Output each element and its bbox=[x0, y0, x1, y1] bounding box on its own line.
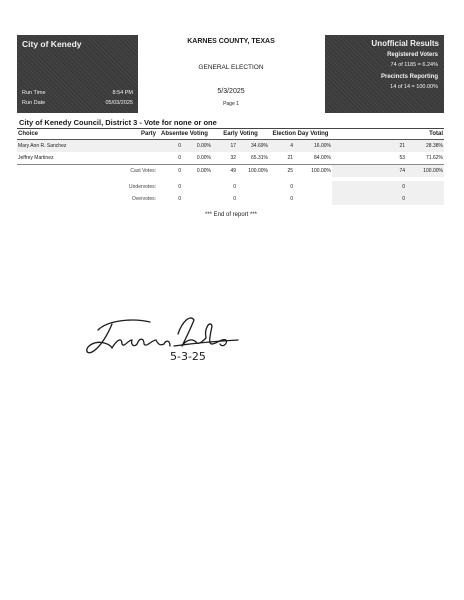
election-day-percent: 100.00% bbox=[311, 168, 331, 174]
run-time-row bbox=[22, 90, 133, 96]
table-header-row bbox=[17, 129, 444, 140]
total-votes: 21 bbox=[399, 143, 405, 149]
results-status-title: Unofficial Results bbox=[371, 39, 439, 48]
county-title: KARNES COUNTY, TEXAS bbox=[187, 38, 275, 45]
column-header-absentee: Absentee Voting bbox=[157, 129, 212, 140]
early-votes: 17 bbox=[230, 143, 236, 149]
absentee-votes: 0 bbox=[178, 196, 181, 202]
signature-date: 5-3-25 bbox=[170, 350, 206, 362]
total-percent: 71.62% bbox=[426, 155, 443, 161]
end-of-report: *** End of report *** bbox=[204, 212, 258, 218]
cast-votes-label: Cast Votes: bbox=[130, 168, 156, 174]
election-day-votes: 4 bbox=[290, 143, 293, 149]
results-status-box bbox=[325, 35, 444, 113]
table-row bbox=[17, 152, 444, 165]
total-percent: 100.00% bbox=[406, 165, 444, 178]
run-time-label: Run Time bbox=[22, 90, 46, 96]
absentee-votes: 0 bbox=[178, 143, 181, 149]
election-day-percent: 16.00% bbox=[314, 143, 331, 149]
absentee-votes: 0 bbox=[178, 168, 181, 174]
early-percent: 65.31% bbox=[251, 155, 268, 161]
early-percent: 100.00% bbox=[248, 168, 268, 174]
column-header-choice: Choice bbox=[17, 129, 112, 140]
run-date-row bbox=[22, 100, 133, 106]
overvotes-label: Overvotes: bbox=[131, 196, 156, 202]
candidate-party bbox=[112, 140, 157, 153]
total-percent: 28.38% bbox=[426, 143, 443, 149]
jurisdiction-box bbox=[17, 35, 138, 113]
early-percent: 34.69% bbox=[251, 143, 268, 149]
column-header-early: Early Voting bbox=[212, 129, 269, 140]
handwritten-signature bbox=[78, 304, 248, 362]
candidate-name: Mary Ann R. Sanchez bbox=[18, 143, 67, 149]
absentee-votes: 0 bbox=[178, 184, 181, 190]
undervotes-label: Undervotes: bbox=[129, 184, 156, 190]
run-time-value: 8:54 PM bbox=[112, 90, 133, 96]
registered-voters-value: 74 of 1185 = 6.24% bbox=[390, 62, 438, 68]
election-day-votes: 21 bbox=[287, 155, 293, 161]
race-title: City of Kenedy Council, District 3 - Vote for none or one bbox=[19, 118, 217, 127]
election-day-percent: 84.00% bbox=[314, 155, 331, 161]
precincts-label: Precincts Reporting bbox=[380, 74, 438, 80]
early-votes: 49 bbox=[230, 168, 236, 174]
election-day-votes: 0 bbox=[290, 184, 293, 190]
jurisdiction-name: City of Kenedy bbox=[22, 39, 82, 49]
total-votes: 0 bbox=[332, 193, 406, 205]
absentee-votes: 0 bbox=[178, 155, 181, 161]
column-header-party: Party bbox=[112, 129, 157, 140]
early-votes: 0 bbox=[233, 184, 236, 190]
page-number: Page 1 bbox=[223, 101, 239, 107]
run-date-value: 05/03/2025 bbox=[105, 100, 133, 106]
absentee-percent: 0.00% bbox=[196, 143, 211, 149]
total-votes: 74 bbox=[332, 165, 406, 178]
total-votes: 0 bbox=[332, 181, 406, 193]
absentee-percent: 0.00% bbox=[196, 168, 211, 174]
table-row bbox=[17, 140, 444, 153]
early-votes: 0 bbox=[233, 196, 236, 202]
election-day-votes: 0 bbox=[290, 196, 293, 202]
undervotes-row bbox=[17, 181, 444, 193]
early-votes: 32 bbox=[230, 155, 236, 161]
run-date-label: Run Date bbox=[22, 100, 46, 106]
candidate-name: Jeffrey Martinez bbox=[18, 155, 54, 161]
cast-votes-row bbox=[17, 165, 444, 178]
absentee-percent: 0.00% bbox=[196, 155, 211, 161]
precincts-value: 14 of 14 = 100.00% bbox=[390, 84, 438, 90]
column-header-election-day: Election Day Voting bbox=[269, 129, 332, 140]
registered-voters-label: Registered Voters bbox=[387, 52, 438, 58]
column-header-total: Total bbox=[332, 129, 444, 140]
race-title-bar bbox=[17, 117, 444, 129]
election-date: 5/3/2025 bbox=[217, 88, 245, 95]
candidate-party bbox=[112, 152, 157, 165]
election-day-votes: 25 bbox=[287, 168, 293, 174]
overvotes-row bbox=[17, 193, 444, 205]
results-table bbox=[17, 129, 444, 205]
election-title: GENERAL ELECTION bbox=[198, 64, 264, 71]
total-votes: 53 bbox=[399, 155, 405, 161]
